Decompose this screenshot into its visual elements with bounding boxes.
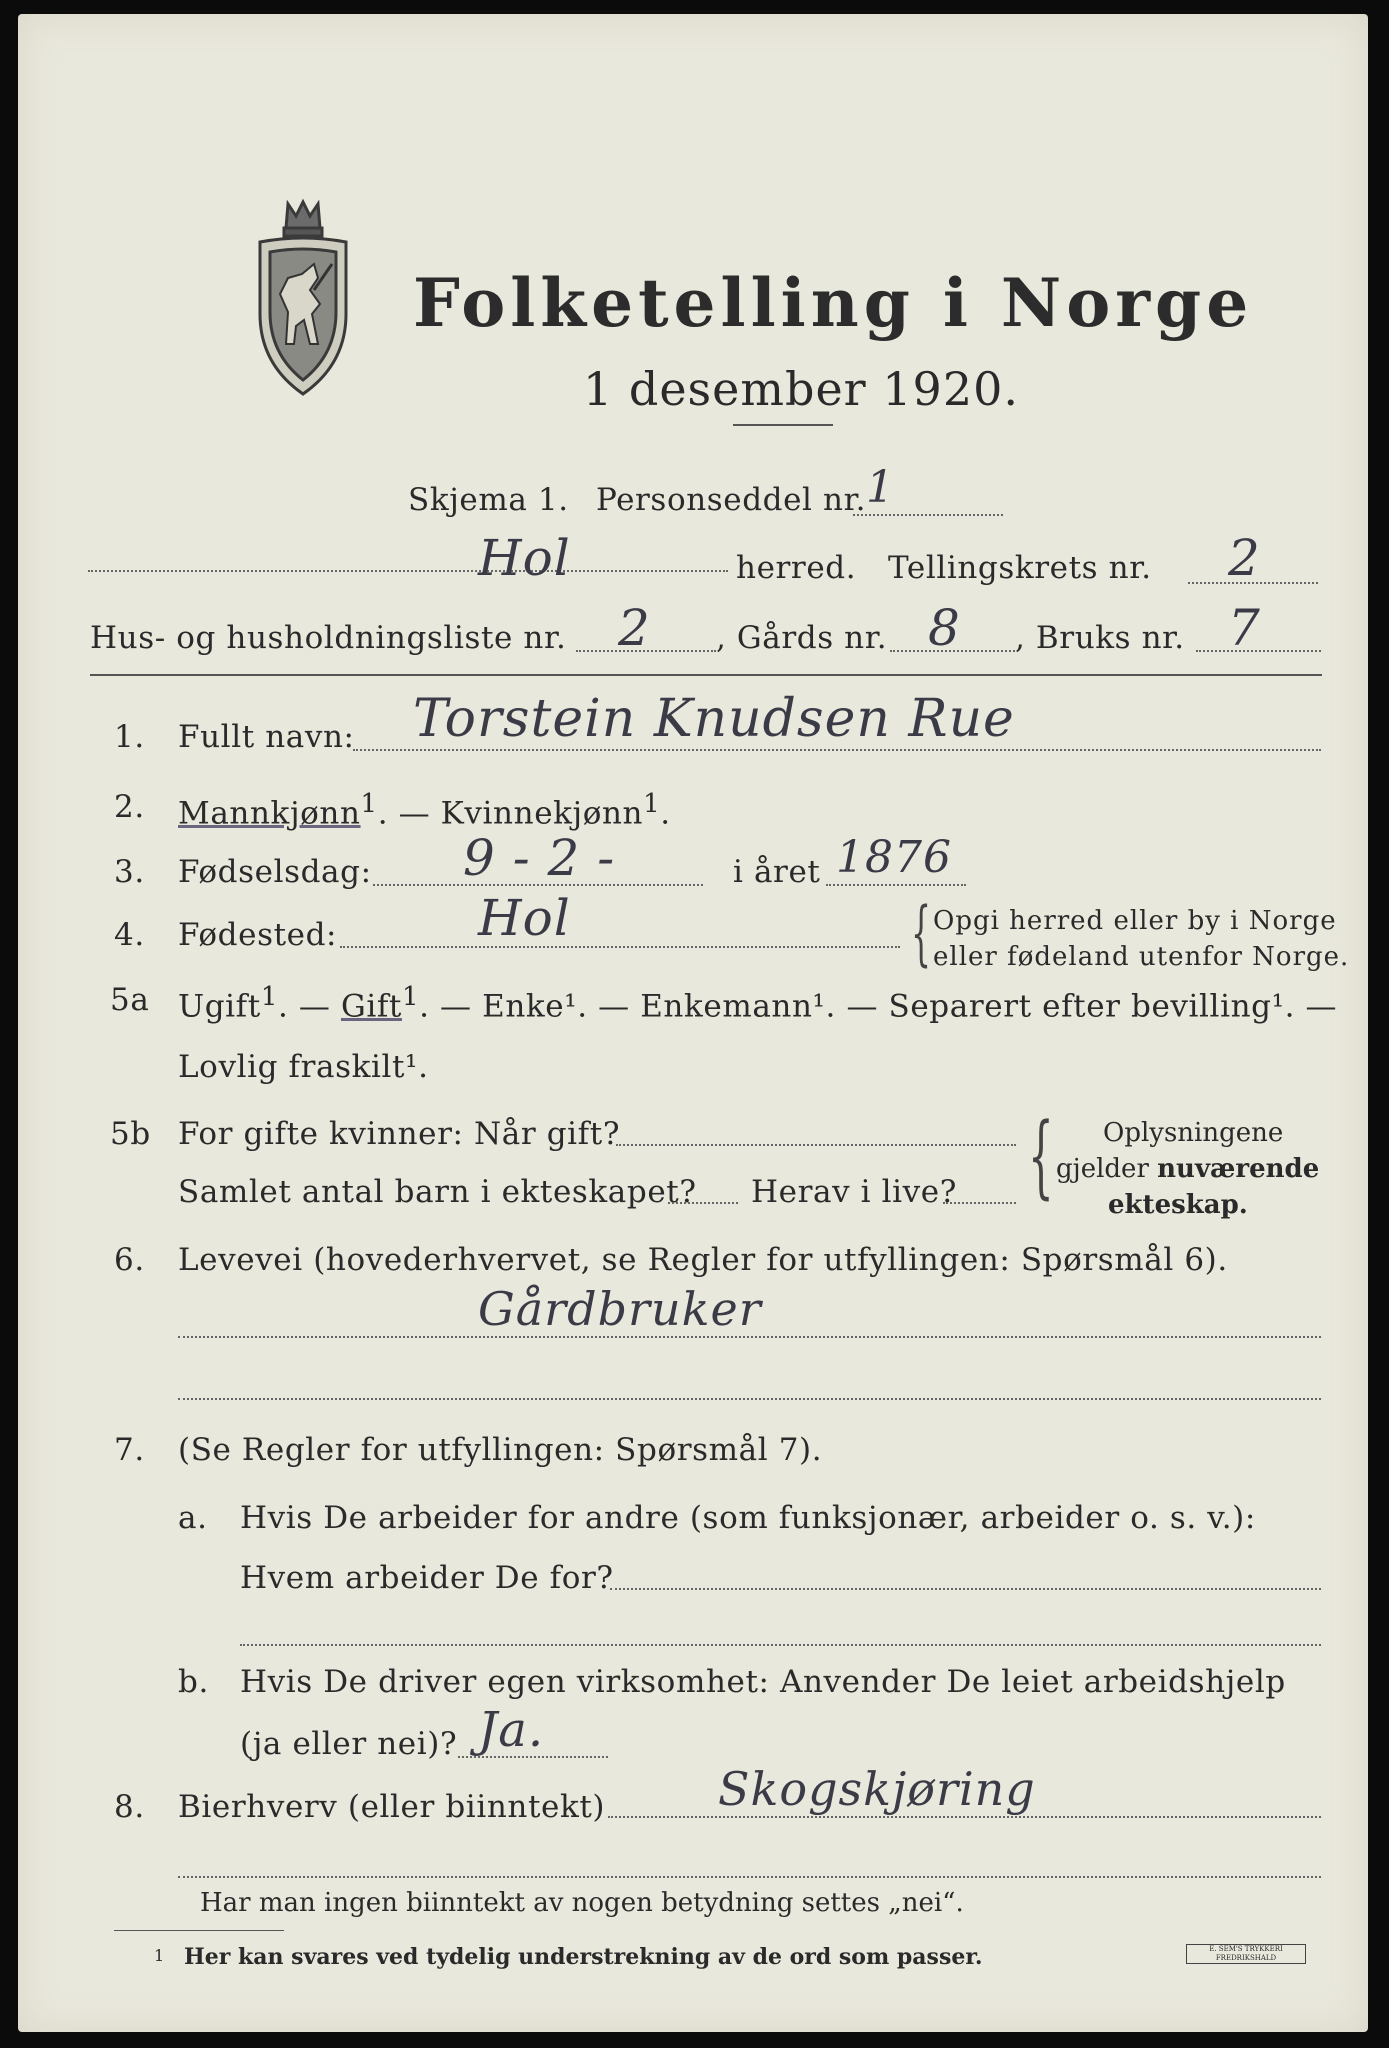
- q6-number: 6.: [114, 1242, 145, 1278]
- husliste-line: [576, 650, 716, 652]
- husliste-label: Hus- og husholdningsliste nr.: [90, 620, 567, 656]
- q5a-separator: . —: [277, 988, 341, 1025]
- q7b-label: Hvis De driver egen virksomhet: Anvender De leiet arbeidshjelp: [240, 1664, 1286, 1700]
- q5b-label-married: For gifte kvinner: Når gift?: [178, 1116, 621, 1152]
- q2-separator: . —: [377, 795, 441, 832]
- census-date: 1 desember 1920.: [583, 362, 1019, 416]
- tellingskrets-value: 2: [1228, 529, 1261, 587]
- q1-line: [353, 749, 1321, 751]
- q5a-gift-option[interactable]: Gift: [340, 988, 402, 1025]
- q3-day-line: [373, 884, 703, 886]
- q4-label: Fødested:: [178, 917, 338, 953]
- q4-number: 4.: [114, 917, 145, 953]
- q2-end: .: [660, 795, 671, 832]
- q2-male-option[interactable]: Mannkjønn: [178, 795, 361, 832]
- q3-number: 3.: [114, 854, 145, 890]
- printer-stamp-text: E. SEM'S TRYKKERI FREDRIKSHALD: [1209, 1945, 1283, 1962]
- q7b-letter: b.: [178, 1664, 209, 1700]
- full-name-value: Torstein Knudsen Rue: [413, 689, 1015, 749]
- q5b-note-gjelder: gjelder: [1056, 1154, 1158, 1184]
- tellingskrets-line: [1188, 582, 1318, 584]
- personseddel-value: 1: [866, 462, 895, 513]
- q6-line2: [178, 1398, 1321, 1400]
- coat-of-arms-icon: [248, 194, 358, 404]
- husliste-value: 2: [618, 599, 651, 657]
- q5b-note-current: nuværende: [1157, 1154, 1320, 1184]
- tellingskrets-label: Tellingskrets nr.: [888, 550, 1152, 586]
- q7a-employer-line: [610, 1588, 1321, 1590]
- gards-label: , Gårds nr.: [716, 620, 888, 656]
- birth-year-value: 1876: [836, 832, 952, 883]
- biinntekt-note: Har man ingen biinntekt av nogen betydning settes „nei“.: [200, 1888, 964, 1918]
- q3-label: Fødselsdag:: [178, 854, 372, 890]
- q4-note-line1: Opgi herred eller by i Norge: [933, 906, 1337, 936]
- title-divider: [733, 424, 833, 426]
- birth-day-value: 9 - 2 -: [463, 829, 616, 887]
- q8-line1: [608, 1816, 1321, 1818]
- occupation-value: Gårdbruker: [478, 1282, 762, 1336]
- q5b-note-line2: [1056, 1154, 1319, 1184]
- herred-line: [88, 570, 728, 572]
- q5b-number: 5b: [110, 1116, 151, 1152]
- q2-female-option[interactable]: Kvinnekjønn: [440, 795, 644, 832]
- side-income-value: Skogskjøring: [718, 1762, 1036, 1816]
- q7a-employer-line2: [240, 1644, 1321, 1646]
- herred-value: Hol: [478, 529, 571, 587]
- footnote-divider: [114, 1930, 284, 1931]
- q5a-lovlig-fraskilt[interactable]: Lovlig fraskilt¹.: [178, 1049, 429, 1085]
- footnote-text: Her kan svares ved tydelig understrekning av de ord som passer.: [184, 1944, 983, 1970]
- q7a-letter: a.: [178, 1500, 208, 1536]
- q8-number: 8.: [114, 1789, 145, 1825]
- q7-number: 7.: [114, 1432, 145, 1468]
- q6-label: Levevei (hovederhvervet, se Regler for utfyllingen: Spørsmål 6).: [178, 1242, 1228, 1278]
- q5b-note-line3: ekteskap.: [1108, 1190, 1248, 1220]
- q5b-alive-line: [943, 1202, 1016, 1204]
- q8-line2: [178, 1876, 1321, 1878]
- q5a-number: 5a: [110, 982, 150, 1018]
- census-form-page: [18, 14, 1368, 2032]
- q5b-note-line1: Oplysningene: [1103, 1118, 1284, 1148]
- q1-number: 1.: [114, 719, 145, 755]
- q5b-label-alive: Herav i live?: [751, 1174, 957, 1210]
- q3-year-line: [826, 884, 966, 886]
- q5a-other-options[interactable]: . — Enke¹. — Enkemann¹. — Separert efter bevilling¹. —: [419, 988, 1338, 1025]
- q5b-married-line: [616, 1144, 1016, 1146]
- printer-stamp: [1186, 1944, 1306, 1964]
- herred-label: herred.: [736, 550, 857, 586]
- q4-line: [340, 946, 900, 948]
- q5b-children-line: [668, 1202, 738, 1204]
- footnote-mark: 1: [154, 1946, 165, 1965]
- q1-label: Fullt navn:: [178, 719, 355, 755]
- bleed-through-text: [1058, 142, 1066, 172]
- q6-line1: [178, 1336, 1321, 1338]
- q7b-line: [458, 1756, 608, 1758]
- page-title: Folketelling i Norge: [413, 264, 1254, 342]
- personseddel-label: Personseddel nr.: [596, 482, 867, 518]
- hired-help-value: Ja.: [478, 1702, 545, 1758]
- q8-label: Bierhverv (eller biinntekt): [178, 1789, 606, 1825]
- gards-value: 8: [928, 599, 961, 657]
- bruks-value: 7: [1228, 599, 1261, 657]
- q5a-ugift-option[interactable]: Ugift: [178, 988, 261, 1025]
- skjema-label: Skjema 1.: [408, 482, 569, 518]
- q4-brace: {: [911, 892, 932, 974]
- bruks-line: [1196, 650, 1321, 652]
- q2-options: Mannkjønn$^1$. — Kvinnekjønn$^1$.: [178, 789, 671, 832]
- q7-label: (Se Regler for utfyllingen: Spørsmål 7).: [178, 1432, 823, 1468]
- q7a-employer-label: Hvem arbeider De for?: [240, 1560, 614, 1596]
- q5b-brace: {: [1028, 1104, 1054, 1209]
- q5a-options: Ugift$^1$. — Gift$^1$. — Enke¹. — Enkemann¹. — Separert efter bevilling¹. —: [178, 982, 1338, 1025]
- q7a-label: Hvis De arbeider for andre (som funksjonær, arbeider o. s. v.):: [240, 1500, 1256, 1536]
- birthplace-value: Hol: [478, 889, 571, 947]
- bruks-label: , Bruks nr.: [1015, 620, 1185, 656]
- gards-line: [890, 650, 1015, 652]
- q7b-label2: (ja eller nei)?: [240, 1726, 458, 1762]
- q3-year-label: i året: [733, 854, 821, 890]
- q5b-label-children: Samlet antal barn i ekteskapet?: [178, 1174, 697, 1210]
- personseddel-line: [853, 514, 1003, 516]
- q4-note-line2: eller fødeland utenfor Norge.: [933, 942, 1350, 972]
- header-divider: [90, 674, 1322, 676]
- q2-number: 2.: [114, 789, 145, 825]
